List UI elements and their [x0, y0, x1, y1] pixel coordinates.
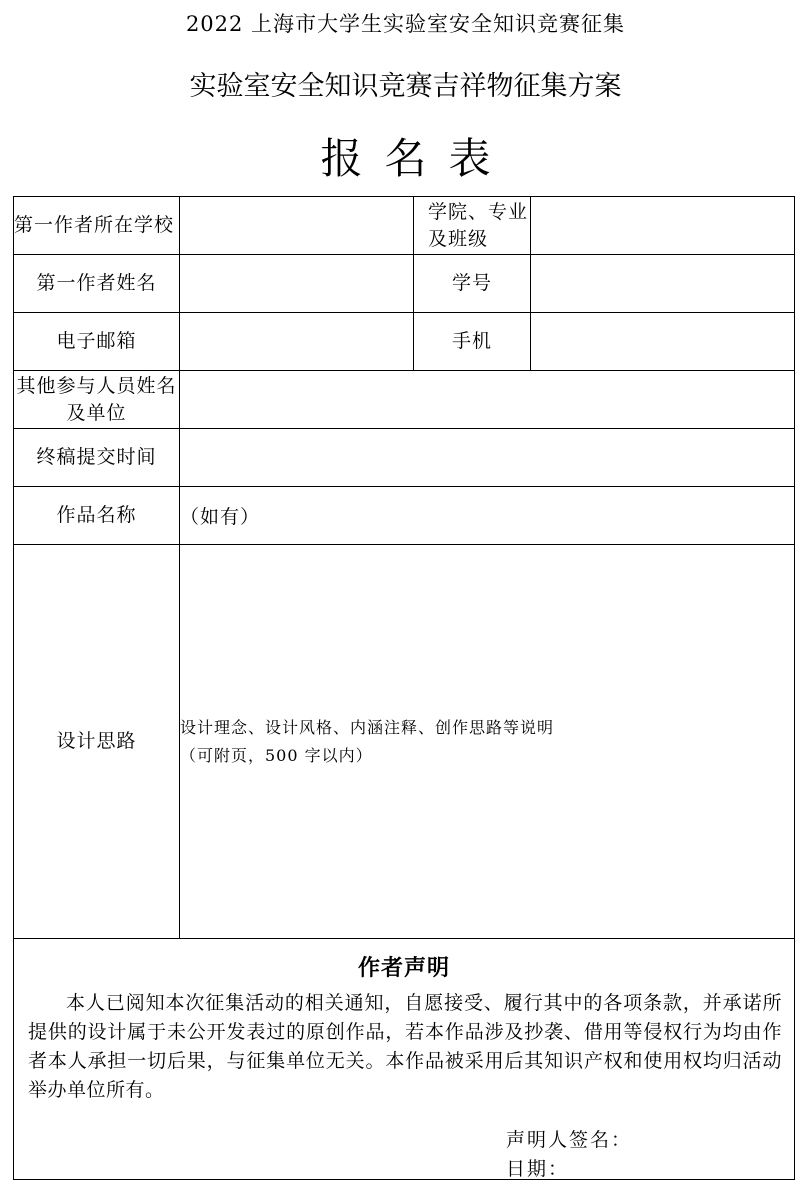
registration-form: [13, 196, 795, 1180]
work-name-field[interactable]: （如有）: [180, 487, 795, 545]
email-label: 电子邮箱: [14, 313, 180, 371]
school-label: 第一作者所在学校: [14, 197, 180, 255]
declaration-body: 本人已阅知本次征集活动的相关通知，自愿接受、履行其中的各项条款，并承诺所提供的设计属于未公开发表过的原创作品，若本作品涉及抄袭、借用等侵权行为均由作者本人承担一切后果，与征集单位无关。本作品被采用后其知识产权和使用权均归活动举办单位所有。: [28, 992, 782, 1101]
header-line-1: 2022 上海市大学生实验室安全知识竞赛征集: [185, 12, 626, 36]
form-title: 报名表: [320, 134, 513, 183]
design-field[interactable]: [180, 545, 795, 939]
submit-time-field[interactable]: [180, 429, 795, 487]
form-row-work-name: [14, 487, 795, 545]
student-id-label: 学号: [414, 255, 531, 313]
signature-label: 声明人签名：: [506, 1129, 633, 1151]
design-label: 设计思路: [14, 545, 180, 939]
design-hint-line-1: 设计理念、设计风格、内涵注释、创作思路等说明: [180, 717, 555, 737]
header-line-2: 实验室安全知识竞赛吉祥物征集方案: [189, 71, 622, 102]
college-label: 学院、专业及班级: [414, 197, 531, 255]
form-row-others: [14, 371, 795, 429]
form-row-name: [14, 255, 795, 313]
form-row-email: [14, 313, 795, 371]
student-id-field[interactable]: [531, 255, 795, 313]
declaration-title: 作者声明: [357, 956, 450, 981]
form-row-declaration: [14, 939, 795, 1180]
form-row-submit-time: [14, 429, 795, 487]
college-field[interactable]: [531, 197, 795, 255]
work-name-label: 作品名称: [14, 487, 180, 545]
others-field[interactable]: [180, 371, 795, 429]
phone-field[interactable]: [531, 313, 795, 371]
others-label: 其他参与人员姓名及单位: [14, 371, 180, 429]
date-label: 日期：: [506, 1158, 570, 1180]
school-field[interactable]: [180, 197, 414, 255]
design-hint-line-2: （可附页，500 字以内）: [180, 745, 373, 765]
form-row-design: [14, 545, 795, 939]
phone-label: 手机: [414, 313, 531, 371]
email-field[interactable]: [180, 313, 414, 371]
declaration-section: [14, 939, 795, 1180]
name-field[interactable]: [180, 255, 414, 313]
name-label: 第一作者姓名: [14, 255, 180, 313]
submit-time-label: 终稿提交时间: [14, 429, 180, 487]
form-row-school: [14, 197, 795, 255]
